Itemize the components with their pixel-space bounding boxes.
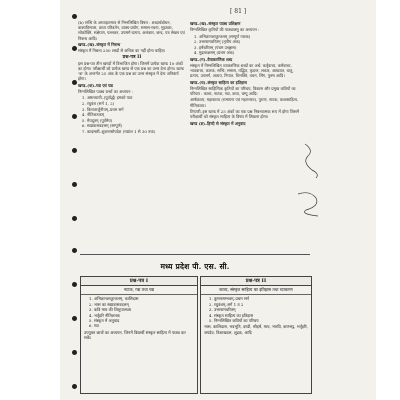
list-item: 1. कुमारसम्भवम्–प्रथम सर्ग	[214, 296, 308, 301]
section-gha-items: आर्षकाव्य, महाकाव्य (रामायण एवं महाभारत), पुराण, नाटक, कथासाहित्य, गीतिकाव्य।	[190, 97, 299, 108]
punch-hole	[72, 80, 77, 85]
list-item: 4. मुद्राराक्षसम् (प्रथम अंक)	[199, 50, 300, 55]
item-b-text: (b) सन्धि के अध्याहारमात्र से निम्नलिखित विषय : शब्दार्थबोधन, वाक्यविन्यास, वाच्य परिवर्तन, वाक्य-प्रयोग, समास-रचना, मुहावरा, लोकोक्ति, संक्षेपण, पल्लवन, उपसर्ग-प्रत्यय, अलंकार, छन्द, पत्र लेखन एवं निबन्ध आदि।	[78, 20, 185, 41]
section-kha-heading: खण्ड–(ख)–संस्कृत में निबन्ध	[78, 42, 121, 47]
paper-2-heading: प्रश्न-पत्र II	[122, 54, 142, 60]
section-gha-heading: खण्ड–(घ)–संस्कृत साहित्य का इतिहास	[190, 79, 247, 85]
section-kha-right-intro: निम्नलिखित कृतियों की पाठ्यवस्तु का अध्ययन :	[190, 27, 260, 33]
section-gha-text: निम्नलिखित साहित्यिक कृतियों का परिचय, विकास और प्रमुख कवियों का परिचय : काव्य, नाटक, गद्य, कथा, चम्पू आदि।	[190, 85, 296, 96]
paper-2-box-heading: प्रश्न-पत्र II	[201, 277, 311, 286]
punch-hole	[72, 14, 77, 19]
list-item: 2. रघुवंश (सर्ग 1, 2)	[87, 101, 186, 106]
punch-hole	[72, 350, 77, 355]
list-item: 2. उत्तररामचरितम् (तृतीय अंक)	[199, 39, 300, 44]
handwritten-scribble-icon	[296, 188, 324, 218]
section-ka-heading: खण्ड–(क)–गद्य एवं पद्य	[78, 82, 113, 88]
handwritten-scribble-icon	[302, 140, 326, 180]
list-item: 1. अष्टाध्यायी–(पूर्वार्द्ध) हमको पाठ	[87, 95, 186, 100]
punch-hole	[72, 114, 77, 119]
exam-title: मध्य प्रदेश पी. एस. सी.	[160, 262, 230, 271]
list-item: 3. किरातार्जुनीयम्–प्रथम सर्ग	[87, 107, 186, 112]
section-divider	[80, 254, 310, 255]
left-column	[78, 20, 186, 135]
paper-2-intro: इस प्रश्न-पत्र तीन खण्डों में विभाजित होगा। जिसमें प्रत्येक खण्ड 10 अंकों का होगा। परीक्षार्थी को प्रत्येक खण्ड से एक प्रश्न का उत्तर देना होगा। खण्ड 'क' के अन्तर्गत 25 अंक के एक प्रश्न का उत्तर संस्कृत में देना अनिवार्य होगा।	[78, 60, 184, 82]
list-item: 5. निम्नलिखित कवियों का परिचय	[214, 318, 308, 323]
list-item: 3. कवि माघ की शिशुपालवध	[94, 307, 194, 312]
paper-1-box	[80, 276, 198, 394]
paper-1-footer: उपयुक्त छात्रों का अध्ययन, जिनमें विद्यार्थी संस्कृत साहित्य में पाठ्य कर सकें।	[84, 329, 186, 341]
section-kha-text: संस्कृत में निबन्ध 250 शब्दों से अधिक का नहीं होना चाहिए।	[78, 48, 166, 54]
punch-hole	[72, 46, 77, 51]
list-item: 6. गद्य	[94, 323, 194, 328]
list-item: 3. हर्षचरितम् (पंचम उच्छ्वास)	[199, 45, 300, 50]
section-ga-text: संस्कृत में निम्नलिखित व्याकरणिक शब्दों का अर्थ: कर्तृवाच्य, कर्मवाच्य, भाववाच्य, कारक, सन्धि, समास, तद्धित, कृदन्त, लकार, आख्यात, धातु, प्रत्यय, उपसर्ग, अव्यय, निपात, विभक्ति, वचन, लिंग, पुरुष आदि।	[190, 62, 294, 79]
list-item: 3. उत्तररामचरितम्	[214, 307, 308, 312]
list-item: 6. स्वप्नवासवदत्तम् (सम्पूर्ण)	[87, 123, 186, 128]
punch-hole	[72, 216, 77, 221]
punch-hole	[72, 248, 77, 253]
section-kha-right-heading: खण्ड–(ख)–संस्कृत पाठ्य प्रशिक्षण	[190, 21, 241, 26]
paper-2-box	[200, 276, 312, 394]
list-item: 4. संस्कृत साहित्य का इतिहास	[214, 313, 308, 318]
punch-hole	[72, 148, 77, 153]
list-item: 1. अभिज्ञानशाकुन्तलम्, कालिदास	[94, 296, 194, 301]
document-page	[60, 0, 376, 400]
list-item: 2. भास का स्वप्नवासवदत्तम्	[94, 302, 194, 307]
section-ga-heading: खण्ड–(ग)–वैयाकरणिक शब्द	[190, 56, 233, 62]
paper-1-subheading: नाटक, गद्य तथा पद्य	[81, 286, 197, 295]
paper-2-box-content	[201, 295, 311, 337]
note-text: टिप्पणी–इस खण्ड में 25 अंकों का एक प्रश्न निबन्धात्मक रूप में होगा जिसमें परीक्षार्थी को संस्कृत साहित्य के विषय में लिखना होगा।	[190, 108, 299, 120]
list-item: 4. भर्तृहरि नीतिशतक	[94, 313, 194, 318]
punch-hole	[72, 182, 77, 187]
punch-hole	[72, 316, 77, 321]
paper-2-box-subheading: काव्य, संस्कृत साहित्य का इतिहास तथा व्याकरण	[201, 286, 311, 295]
paper-1-list	[84, 296, 194, 328]
paper-1-heading: प्रश्न-पत्र I	[81, 277, 197, 286]
paper-2-footer: भास, कालिदास, भवभूति, दण्डी, श्रीहर्ष, माघ, भारवि, बाणभट्ट, भर्तृहरि, जयदेव, विशाखदत्त, शूद्रक, आदि	[204, 324, 308, 335]
section-ka-intro: निम्नलिखित पाठ्य ग्रन्थों का अध्ययन :	[78, 89, 134, 94]
right-column	[190, 20, 300, 127]
paper-2-list	[204, 296, 308, 323]
punch-hole	[72, 384, 77, 389]
list-item: 5. मेघदूतम् (पूर्वमेघ)	[87, 118, 186, 123]
section-kha-right-list	[190, 34, 300, 56]
section-ka-list	[78, 95, 186, 134]
list-item: 4. नीतिशतकम्	[87, 112, 186, 117]
list-item: 5. संस्कृत में अनुवाद	[94, 318, 194, 323]
list-item: 7. कादम्बरी–शुकनासोपदेश (गद्यांश 1 से 30 तक)	[87, 129, 186, 134]
page-number: [ 81 ]	[230, 8, 247, 15]
list-item: 1. अभिज्ञानशाकुन्तलम् (सम्पूर्ण नाटक)	[199, 34, 300, 39]
punch-hole	[72, 282, 77, 287]
paper-1-content	[81, 295, 197, 342]
list-item: 2. रघुवंशम्–सर्ग 1 व 2	[214, 302, 308, 307]
section-ing-heading: खण्ड (ङ)–हिन्दी से संस्कृत में अनुवाद	[190, 120, 246, 126]
